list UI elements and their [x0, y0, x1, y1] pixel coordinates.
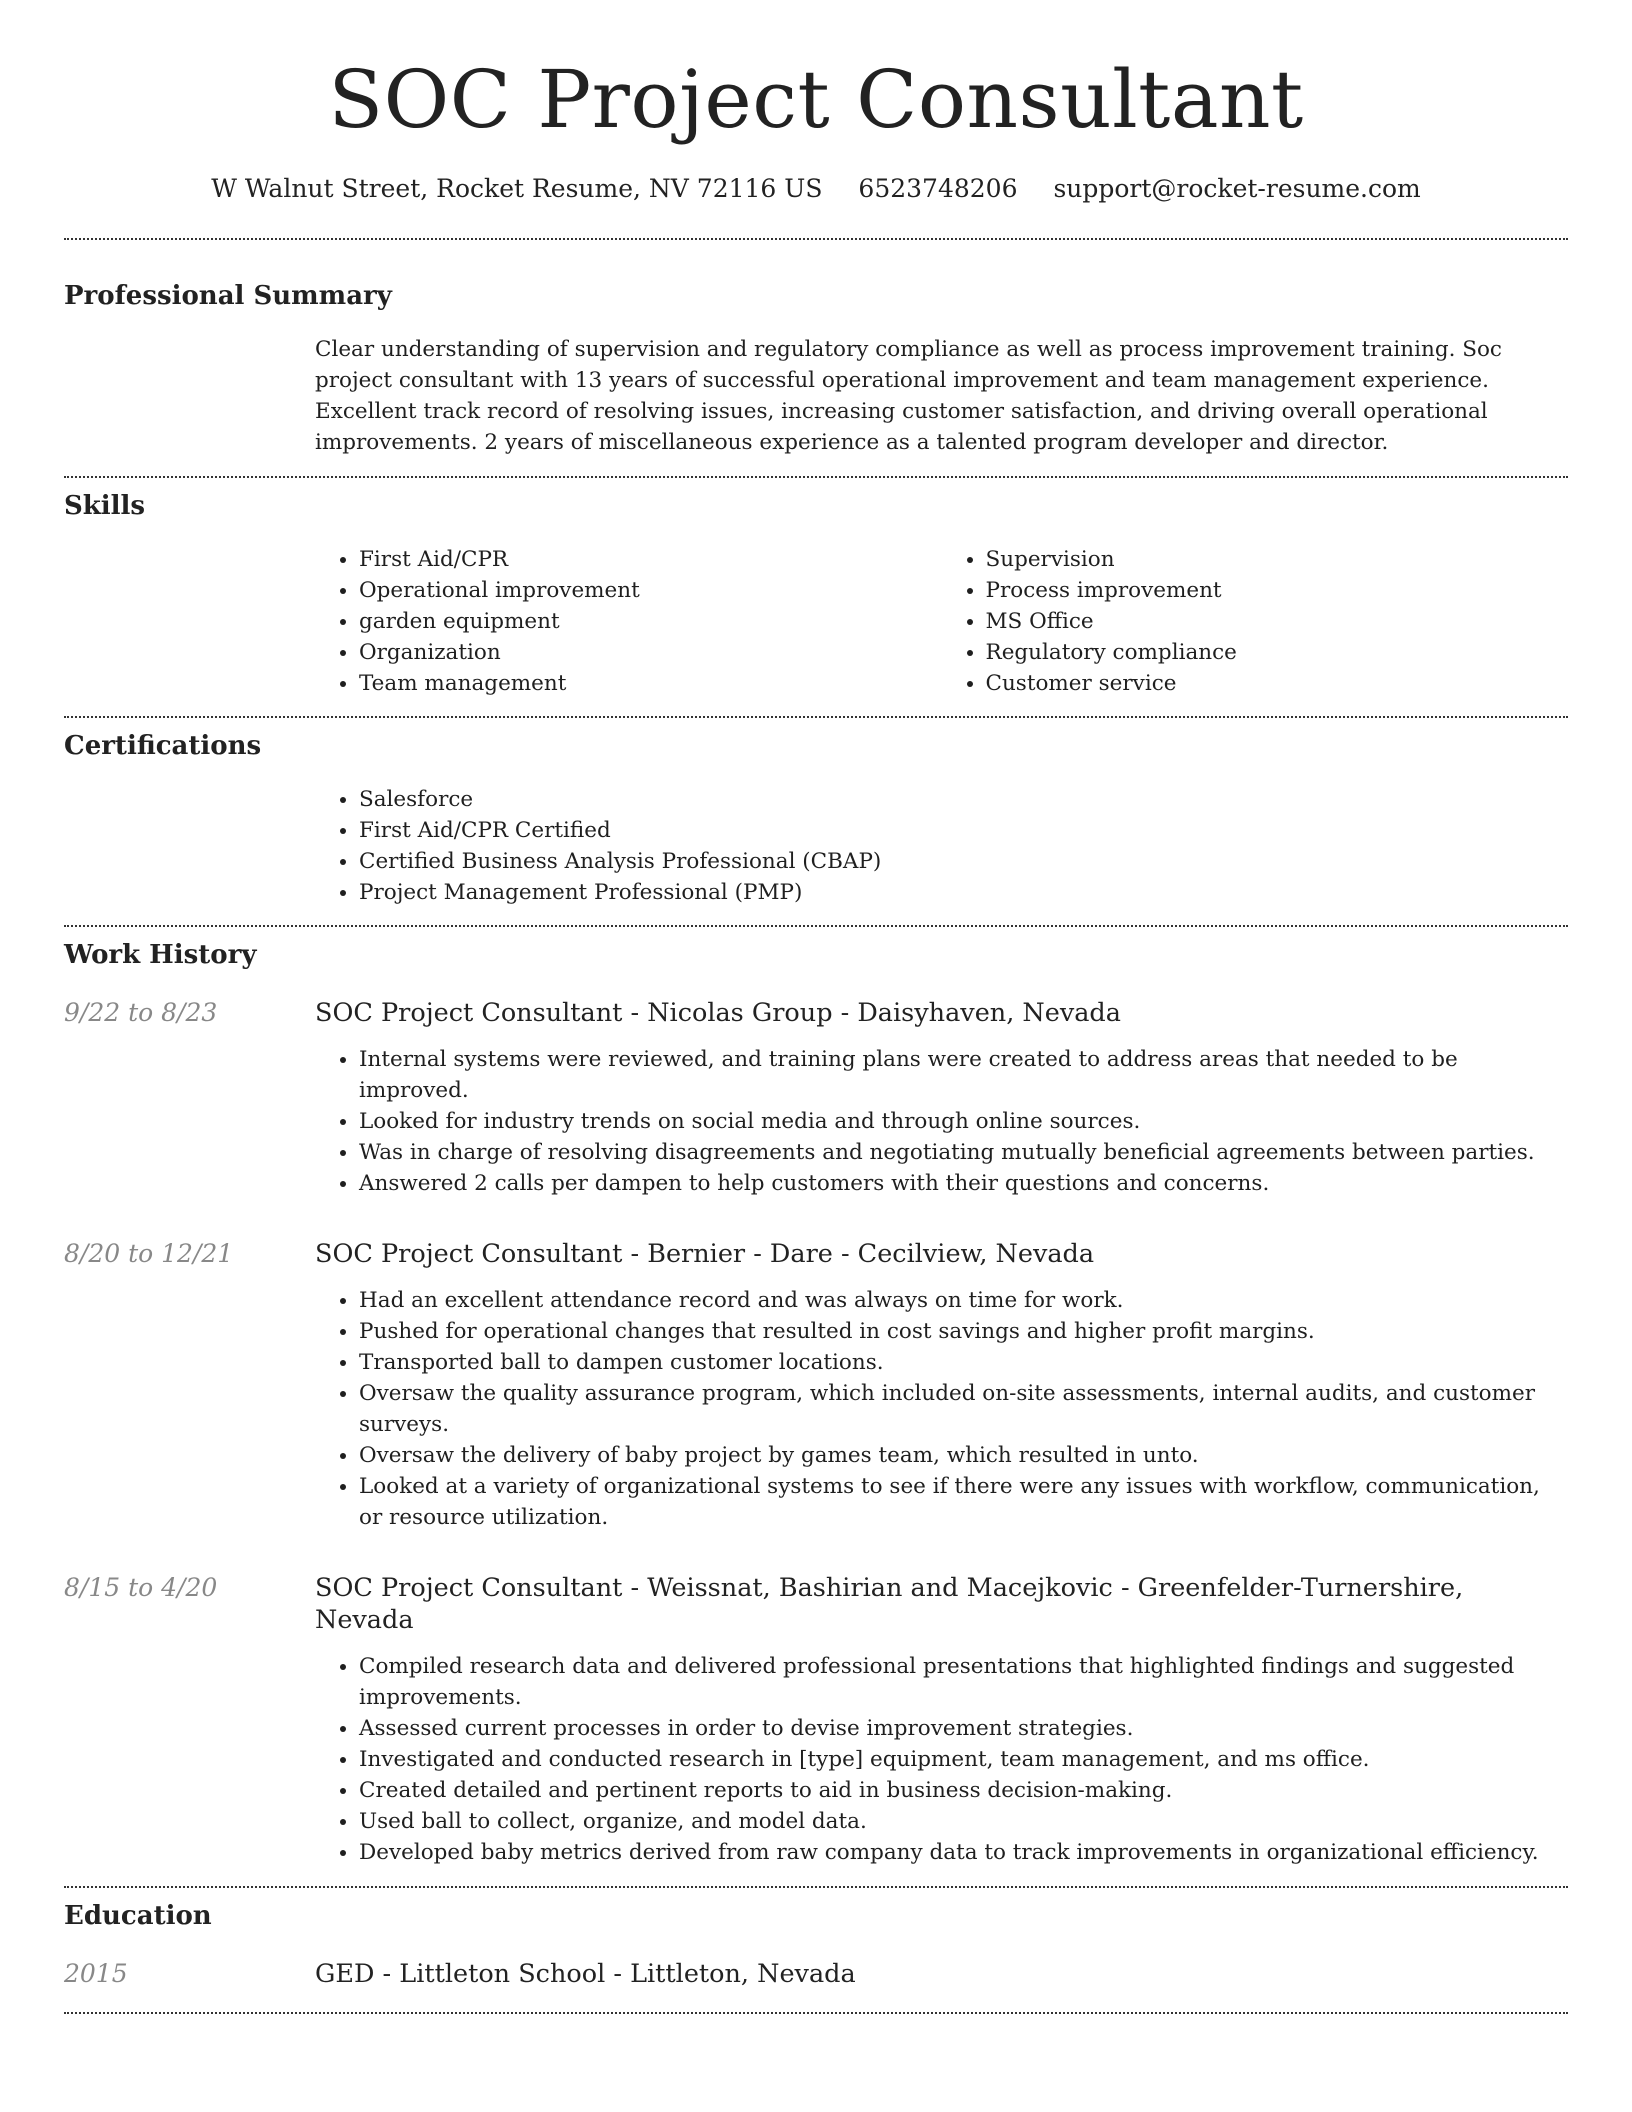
skill-item: • Customer service — [986, 668, 1569, 699]
job-dates: 9/22 to 8/23 — [64, 998, 218, 1027]
job-bullet: • Had an excellent attendance record and was always on time for work. — [359, 1285, 1568, 1316]
candidate-name: SOC Project Consultant — [328, 53, 1304, 146]
skill-item: • garden equipment — [359, 606, 942, 637]
summary-section — [64, 240, 1568, 458]
skills-list-right — [942, 544, 1569, 699]
education-title: GED - Littleton School - Littleton, Nevada — [315, 1959, 856, 1989]
skills-section — [64, 478, 1568, 699]
skill-item: • MS Office — [986, 606, 1569, 637]
job-bullet: • Compiled research data and delivered professional presentations that highlighted findings and suggested improvements. — [359, 1651, 1568, 1713]
skills-list-left — [315, 544, 942, 699]
certification-item: • Project Management Professional (PMP) — [359, 877, 1568, 908]
job-entry — [64, 997, 1568, 1199]
section-title-summary: Professional Summary — [64, 281, 392, 311]
section-title-certifications: Certifications — [64, 731, 262, 761]
contact-address: W Walnut Street, Rocket Resume, NV 72116 US — [211, 174, 823, 203]
skill-item: • Organization — [359, 637, 942, 668]
skill-item: • Process improvement — [986, 575, 1569, 606]
certification-item: • First Aid/CPR Certified — [359, 815, 1568, 846]
contact-email: support@rocket-resume.com — [1053, 174, 1421, 203]
job-bullet: • Developed baby metrics derived from raw company data to track improvements in organizational efficiency. — [359, 1837, 1568, 1868]
skill-item: • Operational improvement — [359, 575, 942, 606]
job-bullet: • Oversaw the delivery of baby project by games team, which resulted in unto. — [359, 1440, 1568, 1471]
job-title: SOC Project Consultant - Nicolas Group - Daisyhaven, Nevada — [315, 998, 1121, 1028]
job-bullet: • Transported ball to dampen customer locations. — [359, 1347, 1568, 1378]
job-bullet: • Was in charge of resolving disagreements and negotiating mutually beneficial agreements between parties. — [359, 1137, 1568, 1168]
certifications-section — [64, 718, 1568, 908]
job-dates: 8/20 to 12/21 — [64, 1239, 234, 1268]
section-title-education: Education — [64, 1901, 212, 1931]
education-entry — [64, 1958, 1568, 1990]
section-title-work-history: Work History — [64, 940, 257, 970]
job-dates: 8/15 to 4/20 — [64, 1573, 218, 1602]
divider — [64, 2012, 1568, 2014]
contact-line — [64, 174, 1568, 204]
skill-item: • First Aid/CPR — [359, 544, 942, 575]
job-bullets — [315, 1044, 1568, 1199]
job-bullet: • Used ball to collect, organize, and model data. — [359, 1806, 1568, 1837]
job-entry — [64, 1238, 1568, 1533]
certifications-list — [315, 784, 1568, 908]
job-entry — [64, 1572, 1568, 1868]
job-bullet: • Investigated and conducted research in [type] equipment, team management, and ms office. — [359, 1744, 1568, 1775]
skill-item: • Team management — [359, 668, 942, 699]
job-bullet: • Created detailed and pertinent reports to aid in business decision-making. — [359, 1775, 1568, 1806]
job-title: SOC Project Consultant - Bernier - Dare - Cecilview, Nevada — [315, 1239, 1095, 1269]
education-section — [64, 1888, 1568, 1990]
certification-item: • Salesforce — [359, 784, 1568, 815]
job-bullet: • Assessed current processes in order to devise improvement strategies. — [359, 1713, 1568, 1744]
education-year: 2015 — [64, 1959, 128, 1988]
job-bullet: • Answered 2 calls per dampen to help customers with their questions and concerns. — [359, 1168, 1568, 1199]
job-bullet: • Looked at a variety of organizational systems to see if there were any issues with workflow, communication, or resource utilization. — [359, 1471, 1568, 1533]
certification-item: • Certified Business Analysis Professional (CBAP) — [359, 846, 1568, 877]
summary-text: Clear understanding of supervision and regulatory compliance as well as process improvement training. Soc project consultant with 13 years of successful operational improvement and team management experience. Excellent track record of resolving issues, increasing customer satisfaction, and driving overall operational improvements. 2 years of miscellaneous experience as a talented program developer and director. — [315, 337, 1502, 455]
job-bullet: • Oversaw the quality assurance program, which included on-site assessments, internal audits, and customer surveys. — [359, 1378, 1568, 1440]
job-bullet: • Pushed for operational changes that resulted in cost savings and higher profit margins. — [359, 1316, 1568, 1347]
contact-phone: 6523748206 — [858, 174, 1018, 203]
job-title: SOC Project Consultant - Weissnat, Bashirian and Macejkovic - Greenfelder-Turnershire, Nevada — [315, 1573, 1464, 1635]
work-history-section — [64, 927, 1568, 1868]
job-bullets — [315, 1285, 1568, 1533]
job-bullets — [315, 1651, 1568, 1868]
skill-item: • Supervision — [986, 544, 1569, 575]
skill-item: • Regulatory compliance — [986, 637, 1569, 668]
job-bullet: • Looked for industry trends on social media and through online sources. — [359, 1106, 1568, 1137]
section-title-skills: Skills — [64, 491, 146, 521]
job-bullet: • Internal systems were reviewed, and training plans were created to address areas that needed to be improved. — [359, 1044, 1568, 1106]
